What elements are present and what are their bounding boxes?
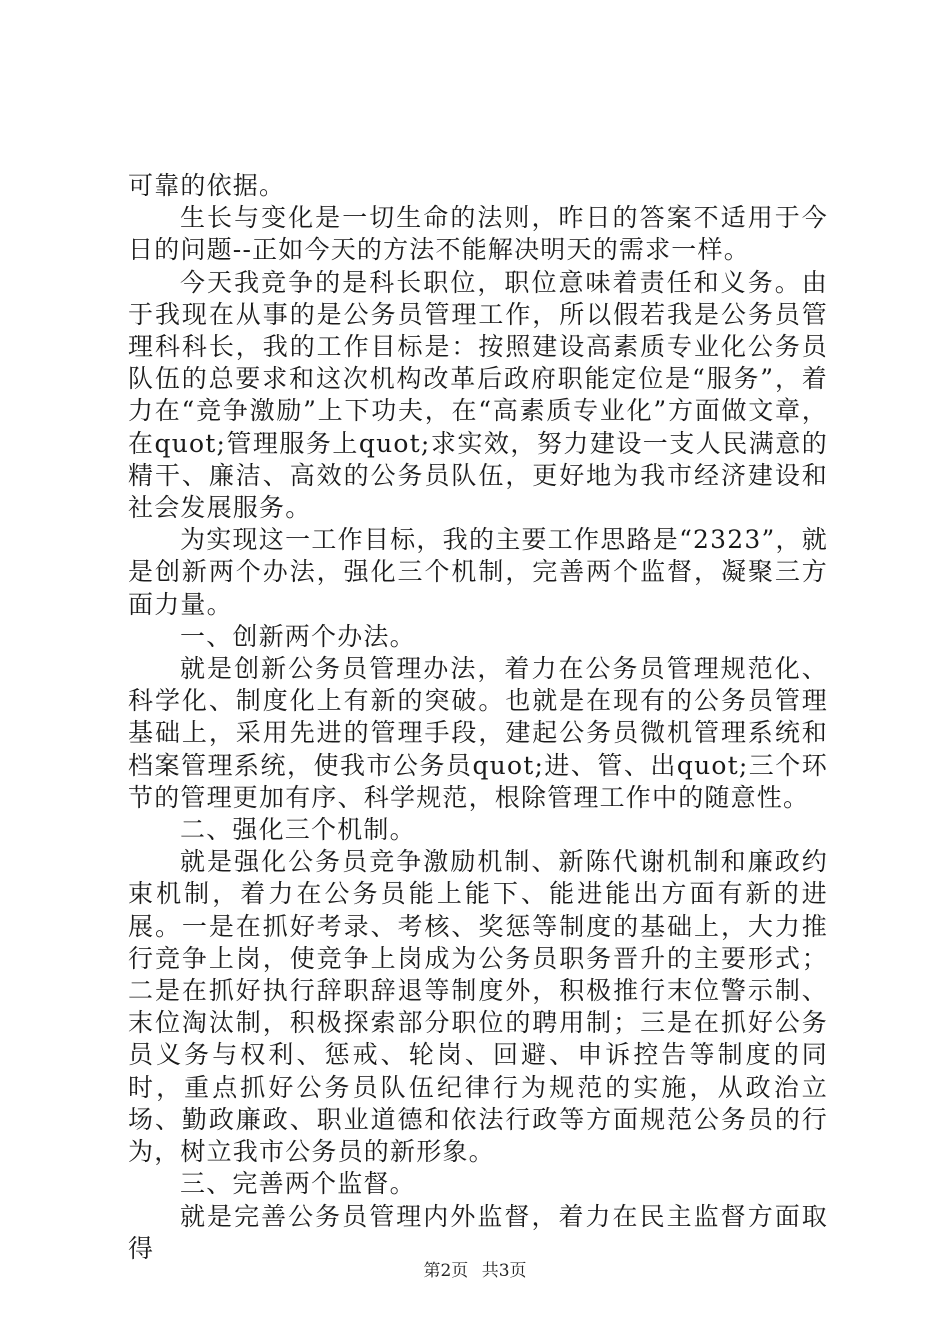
page-number: 第2页 — [423, 1261, 469, 1281]
paragraph: 为实现这一工作目标，我的主要工作思路是“2323”，就是创新两个办法，强化三个机制，完善两个监督，凝聚三方面力量。 — [128, 525, 828, 619]
document-body — [128, 170, 828, 1265]
paragraph: 今天我竞争的是科长职位，职位意味着责任和义务。由于我现在从事的是公务员管理工作，所以假若我是公务员管理科科长，我的工作目标是：按照建设高素质专业化公务员队伍的总要求和这次机构改革后政府职能定位是“服务”，着力在“竞争激励”上下功夫，在“高素质专业化”方面做文章，在quot;管理服务上quot;求实效，努力建设一支人民满意的精干、廉洁、高效的公务员队伍，更好地为我市经济建设和社会发展服务。 — [128, 267, 828, 523]
paragraph: 生长与变化是一切生命的法则，昨日的答案不适用于今日的问题--正如今天的方法不能解决明天的需求一样。 — [128, 203, 828, 265]
paragraph: 就是强化公务员竞争激励机制、新陈代谢机制和廉政约束机制，着力在公务员能上能下、能进能出方面有新的进展。一是在抓好考录、考核、奖惩等制度的基础上，大力推行竞争上岗，使竞争上岗成为公务员职务晋升的主要形式；二是在抓好执行辞职辞退等制度外，积极推行末位警示制、末位淘汰制，积极探索部分职位的聘用制；三是在抓好公务员义务与权利、惩戒、轮岗、回避、申诉控告等制度的同时，重点抓好公务员队伍纪律行为规范的实施，从政治立场、勤政廉政、职业道德和依法行政等方面规范公务员的行为，树立我市公务员的新形象。 — [128, 847, 828, 1167]
section-heading: 一、创新两个办法。 — [180, 621, 416, 651]
section-heading: 三、完善两个监督。 — [180, 1169, 416, 1199]
page-footer — [0, 1256, 950, 1281]
total-pages: 共3页 — [481, 1261, 527, 1281]
paragraph: 可靠的依据。 — [128, 171, 286, 200]
section-heading: 二、强化三个机制。 — [180, 815, 416, 845]
paragraph: 就是完善公务员管理内外监督，着力在民主监督方面取得 — [128, 1201, 828, 1263]
paragraph: 就是创新公务员管理办法，着力在公务员管理规范化、科学化、制度化上有新的突破。也就是在现有的公务员管理基础上，采用先进的管理手段，建起公务员微机管理系统和档案管理系统，使我市公务员quot;进、管、出quot;三个环节的管理更加有序、科学规范，根除管理工作中的随意性。 — [128, 654, 828, 812]
